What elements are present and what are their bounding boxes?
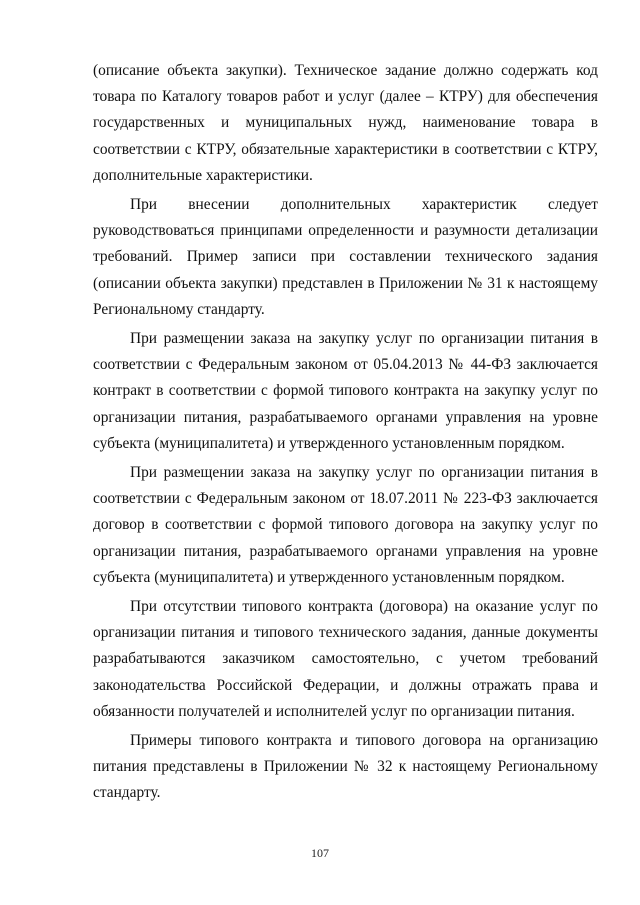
paragraph-no-standard-contract: При отсутствии типового контракта (договора) на оказание услуг по организации питания и типового технического задания, данные документы разрабатываются заказчиком самостоятельно, с учетом требований законодательства Российской Федерации, и должны отражать права и обязанности получателей и исполнителей услуг по организации питания. (93, 598, 598, 720)
body-text (93, 58, 598, 810)
paragraph-223-fz-agreement: При размещении заказа на закупку услуг по организации питания в соответствии с Федеральным законом от 18.07.2011 № 223-ФЗ заключается договор в соответствии с формой типового договора на закупку услуг по организации питания, разрабатываемого органами управления на уровне субъекта (муниципалитета) и утвержденного установленным порядком. (93, 464, 598, 586)
paragraph-44-fz-contract: При размещении заказа на закупку услуг по организации питания в соответствии с Федеральным законом от 05.04.2013 № 44-ФЗ заключается контракт в соответствии с формой типового контракта на закупку услуг по организации питания, разрабатываемого органами управления на уровне субъекта (муниципалитета) и утвержденного установленным порядком. (93, 330, 598, 452)
paragraph-continuation: (описание объекта закупки). Техническое задание должно содержать код товара по Каталогу товаров работ и услуг (далее – КТРУ) для обеспечения государственных и муниципальных нужд, наименование товара в соответствии с КТРУ, обязательные характеристики в соответствии с КТРУ, дополнительные характеристики. (93, 62, 598, 184)
paragraph-examples-appendix: Примеры типового контракта и типового договора на организацию питания представлены в Приложении № 32 к настоящему Региональному стандарту. (93, 732, 598, 802)
page-number: 107 (311, 846, 329, 860)
paragraph-additional-characteristics: При внесении дополнительных характеристик следует руководствоваться принципами определенности и разумности детализации требований. Пример записи при составлении технического задания (описании объекта закупки) представлен в Приложении № 31 к настоящему Региональному стандарту. (93, 196, 598, 318)
